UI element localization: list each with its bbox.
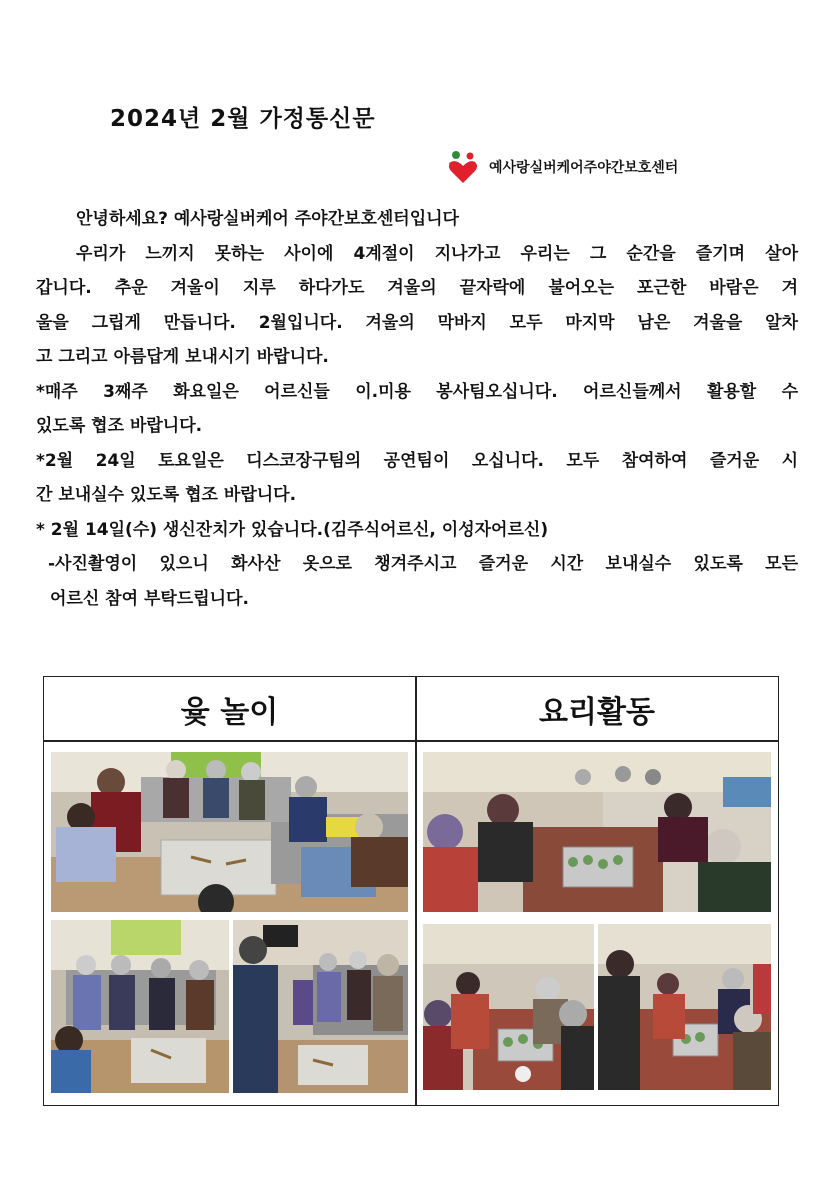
yut-game-photo xyxy=(233,920,408,1093)
paragraph-line: 우리가 느끼지 못하는 사이에 4계절이 지나가고 우리는 그 순간을 즐기며 살아 xyxy=(76,243,798,264)
notice-line: 있도록 협조 바랍니다. xyxy=(36,416,203,436)
notice-line: -사진촬영이 있으니 화사산 옷으로 챙겨주시고 즐거운 시간 보내실수 있도록 모든 xyxy=(48,554,798,574)
center-name: 예사랑실버케어주야간보호센터 xyxy=(489,160,679,176)
notice-line: * 2월 14일(수) 생신잔치가 있습니다.(김주식어르신, 이성자어르신) xyxy=(36,519,549,540)
notice-line: 어르신 참여 부탁드립니다. xyxy=(50,588,249,609)
notice-line: *2월 24일 토요일은 디스코장구팀의 공연팀이 오십니다. 모두 참여하여 즐거운 시 xyxy=(36,450,798,471)
notice-line: *매주 3째주 화요일은 어르신들 이.미용 봉사팀오십니다. 어르신들께서 활용할 수 xyxy=(36,381,798,402)
yut-game-photo xyxy=(51,752,408,912)
heart-people-logo-icon xyxy=(445,149,481,185)
cooking-activity-heading: 요리활동 xyxy=(539,694,655,730)
activity-photo-table xyxy=(43,676,779,1106)
greeting-text: 안녕하세요? 예사랑실버케어 주야간보호센터입니다 xyxy=(76,209,459,229)
letter-body xyxy=(36,202,798,616)
paragraph-line: 고 그리고 아름답게 보내시기 바랍니다. xyxy=(36,347,329,367)
cooking-activity-photo xyxy=(423,924,594,1090)
center-logo xyxy=(445,147,735,187)
yut-game-heading: 윷 놀이 xyxy=(180,694,279,730)
cooking-activity-photo xyxy=(423,752,771,912)
cooking-activity-photo xyxy=(598,924,771,1090)
row-divider xyxy=(44,740,778,742)
page-title: 2024년 2월 가정통신문 xyxy=(110,106,376,132)
yut-game-photo xyxy=(51,920,229,1093)
notice-line: 간 보내실수 있도록 협조 바랍니다. xyxy=(36,485,297,505)
paragraph-line: 갑니다. 추운 겨울이 지루 하다가도 겨울의 끝자락에 불어오는 포근한 바람은 겨 xyxy=(36,278,798,298)
paragraph-line: 울을 그립게 만듭니다. 2월입니다. 겨울의 막바지 모두 마지막 남은 겨울을 알차 xyxy=(36,312,798,333)
